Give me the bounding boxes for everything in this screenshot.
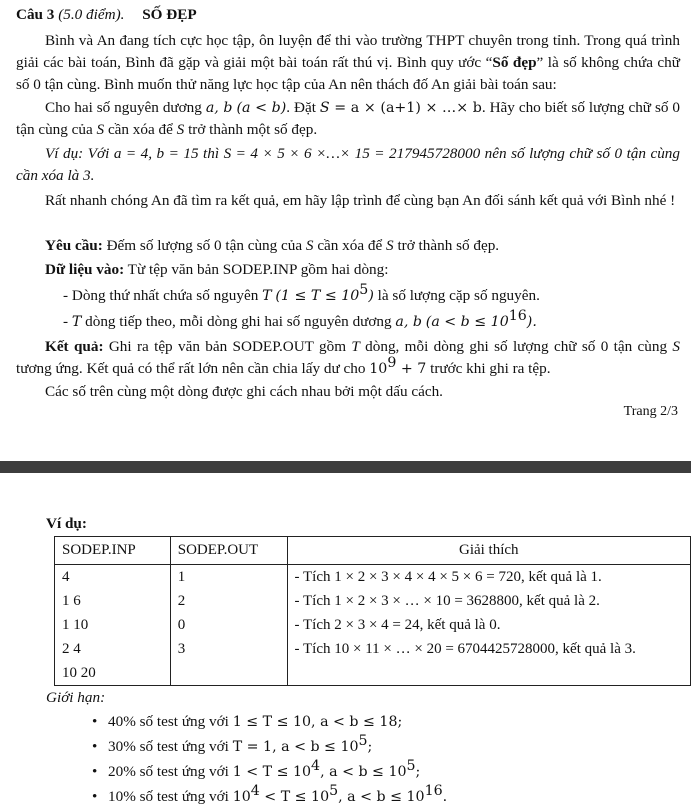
example-table [54, 536, 691, 686]
page-break-bar [0, 461, 691, 473]
table-row [55, 661, 691, 686]
list-item: • 30% số test ứng với T = 1, $a < b \le 10^5$; [92, 734, 447, 759]
output-description: Kết quả: Ghi ra tệp văn bản SODEP.OUT gồm T dòng, mỗi dòng ghi số lượng chữ số 0 tận cùng S tương ứng. Kết quả có thể rất lớn nên cần chia lấy dư cho $10^9 + 7$ trước khi ghi ra tệp. [16, 338, 680, 377]
table-header-cell: Giải thích [287, 537, 690, 565]
question-number: Câu 3 [16, 6, 55, 23]
challenge-paragraph: Rất nhanh chóng An đã tìm ra kết quả, em hãy lập trình để cùng bạn An đối sánh kết quả với Bình nhé ! [45, 192, 676, 209]
inp-cell: 4 [55, 565, 171, 590]
limits-list [92, 709, 447, 809]
problem-paragraph: Cho hai số nguyên dương a, b (a < b). Đặt S = a × (a+1) × …× b. Hãy cho biết số lượng chữ số 0 tận cùng của S cần xóa để S trở thành một số đẹp. [16, 99, 680, 138]
input-line-2: - T dòng tiếp theo, mỗi dòng ghi hai số nguyên dương a, b $(a < b \le 10^{16})$. [63, 307, 537, 330]
list-item: • 10% số test ứng với $10^4 < T \le 10^5$, $a < b \le 10^{16}$. [92, 784, 447, 809]
table-header-cell: SODEP.OUT [170, 537, 287, 565]
page-number: Trang 2/3 [623, 404, 678, 419]
list-item: • 20% số test ứng với $1 < T \le 10^4$, $a < b \le 10^5$; [92, 759, 447, 784]
out-cell: 0 [170, 613, 287, 637]
example-paragraph: Ví dụ: Với a = 4, b = 15 thì S = 4 × 5 × 6 ×…× 15 = 217945728000 nên số lượng chữ số 0 tận cùng cần xóa là 3. [16, 145, 680, 184]
out-cell: 3 [170, 637, 287, 661]
explanation-cell: - Tích 1 × 2 × 3 × 4 × 4 × 5 × 6 = 720, kết quả là 1. [287, 565, 690, 590]
table-row [55, 565, 691, 590]
table-row [55, 637, 691, 661]
explanation-cell: - Tích 10 × 11 × … × 20 = 6704425728000, kết quả là 3. [287, 637, 690, 661]
table-row [55, 589, 691, 613]
inp-cell: 1 10 [55, 613, 171, 637]
so-dep-term: Số đẹp [492, 54, 537, 71]
explanation-cell: - Tích 1 × 2 × 3 × … × 10 = 3628800, kết quả là 2. [287, 589, 690, 613]
out-cell: 2 [170, 589, 287, 613]
intro-paragraph: Bình và An đang tích cực học tập, ôn luyện để thi vào trường THPT chuyên trong tỉnh. Trong quá trình giải các bài toán, Bình đã gặp và giải một bài toán rất thú vị. Bình quy ước “Số đẹp” là số không chứa chữ số 0 tận cùng. Bình muốn thử năng lực học tập của An nên thách đố An giải bài toán sau: [16, 32, 680, 93]
limits-label: Giới hạn: [46, 689, 106, 706]
input-description: Dữ liệu vào: Từ tệp văn bản SODEP.INP gồm hai dòng: [45, 261, 389, 278]
requirement-line: Yêu cầu: Đếm số lượng số 0 tận cùng của S cần xóa để S trở thành số đẹp. [45, 237, 500, 254]
inp-cell: 2 4 [55, 637, 171, 661]
list-item: • 40% số test ứng với 1 ≤ T ≤ 10, a < b ≤ 18; [92, 709, 447, 734]
question-title: SỐ ĐẸP [142, 6, 197, 23]
out-cell [170, 661, 287, 686]
question-points: (5.0 điểm). [58, 6, 125, 23]
table-header-cell: SODEP.INP [55, 537, 171, 565]
question-heading [16, 4, 197, 25]
table-header-row [55, 537, 691, 565]
inp-cell: 10 20 [55, 661, 171, 686]
example-label: Ví dụ: [46, 515, 87, 532]
explanation-cell: - Tích 2 × 3 × 4 = 24, kết quả là 0. [287, 613, 690, 637]
document-page-2 [0, 473, 691, 810]
table-row [55, 613, 691, 637]
input-line-1: - Dòng thứ nhất chứa số nguyên T $(1 \le T \le 10^5)$ là số lượng cặp số nguyên. [63, 281, 540, 304]
explanation-cell [287, 661, 690, 686]
inp-cell: 1 6 [55, 589, 171, 613]
separator-note: Các số trên cùng một dòng được ghi cách nhau bởi một dấu cách. [45, 383, 443, 400]
out-cell: 1 [170, 565, 287, 590]
